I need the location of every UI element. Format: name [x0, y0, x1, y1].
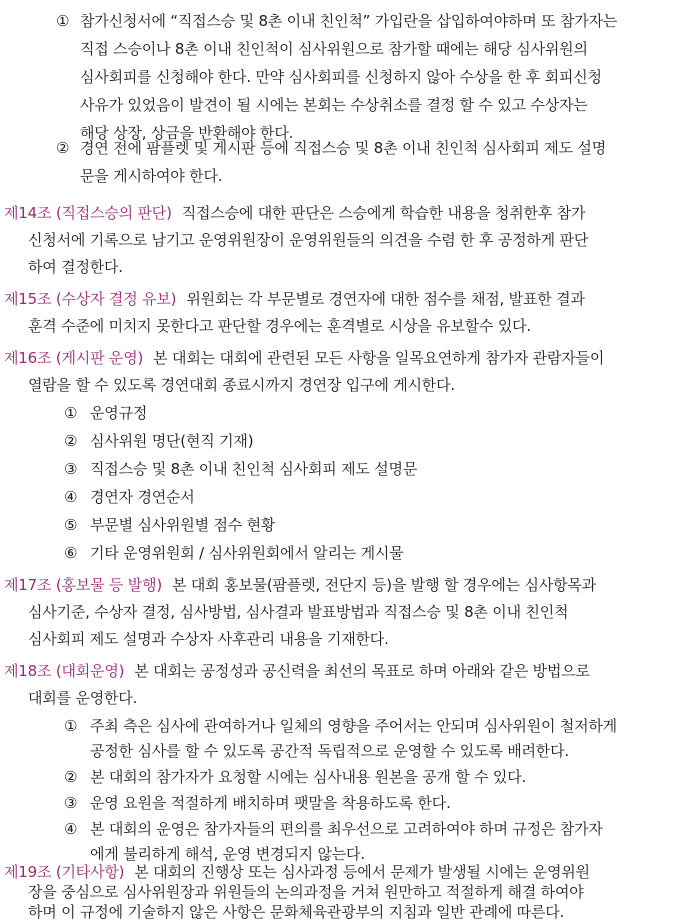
list-item: [64, 716, 617, 736]
article-text: 심사기준, 수상자 결정, 심사방법, 심사결과 발표방법과 직접스승 및 8촌 이내 친인척: [28, 603, 569, 621]
article-text: 열람을 할 수 있도록 경연대회 종료시까지 경연장 입구에 게시한다.: [28, 376, 455, 394]
article-14: [4, 203, 585, 223]
article-text: 대회를 운영한다.: [28, 689, 138, 707]
article-text: 하며 이 규정에 기술하지 않은 사항은 문화체육관광부의 지침과 일반 관례에 따른다.: [28, 903, 565, 921]
list-item: [56, 11, 617, 31]
article-text: 본 대회는 대회에 관련된 모든 사항을 일목요연하게 참가자 관람자들이: [153, 349, 605, 367]
item-text: 경연자 경연순서: [90, 488, 195, 506]
item-text: 해당 상장, 상금을 반환해야 한다.: [80, 124, 294, 142]
article-17: [4, 575, 596, 595]
article-text: 위원회는 각 부문별로 경연자에 대한 점수를 채점, 발표한 결과: [186, 290, 585, 308]
article-title: 제19조 (기타사항): [4, 863, 125, 881]
item-number: ②: [64, 768, 78, 786]
item-text: 에게 불리하게 해석, 운영 변경되지 않는다.: [90, 845, 365, 863]
article-text: 본 대회의 진행상 또는 심사과정 등에서 문제가 발생될 시에는 운영위원: [134, 863, 590, 881]
list-item: [64, 543, 404, 563]
article-text: 본 대회는 공정성과 공신력을 최선의 목표로 하며 아래와 같은 방법으로: [134, 662, 590, 680]
article-text: 장을 중심으로 심사위원장과 위원들의 논의과정을 거쳐 원만하고 적절하게 해결 하여야: [28, 883, 584, 901]
list-item: [64, 767, 526, 787]
item-text: 주최 측은 심사에 관여하거나 일체의 영향을 주어서는 안되며 심사위원이 철저하게: [90, 717, 617, 735]
item-number: ②: [56, 139, 70, 157]
item-text: 부문별 심사위원별 점수 현황: [90, 516, 276, 534]
list-item: [64, 515, 275, 535]
item-text: 문을 게시하여야 한다.: [80, 167, 223, 185]
list-item: [64, 793, 451, 813]
article-19: [4, 862, 590, 882]
item-number: ①: [56, 12, 70, 30]
item-number: ③: [64, 460, 78, 478]
item-text: 기타 운영위원회 / 심사위원회에서 알리는 게시물: [90, 544, 404, 562]
list-item: [64, 459, 417, 479]
article-text: 훈격 수준에 미치지 못한다고 판단할 경우에는 훈격별로 시상을 유보할수 있다.: [28, 317, 531, 335]
list-item: [64, 487, 195, 507]
list-item: [56, 138, 606, 158]
item-number: ②: [64, 432, 78, 450]
item-number: ④: [64, 488, 78, 506]
item-text: 직접스승 및 8촌 이내 친인척 심사회피 제도 설명문: [90, 460, 418, 478]
list-item: [64, 819, 603, 839]
item-text: 경연 전에 팜플렛 및 게시판 등에 직접스승 및 8촌 이내 친인척 심사회피 제도 설명: [80, 139, 607, 157]
item-number: ⑤: [64, 516, 78, 534]
article-15: [4, 289, 585, 309]
article-title: 제18조 (대회운영): [4, 662, 125, 680]
article-text: 신청서에 기록으로 남기고 운영위원장이 운영위원들의 의견을 수렴 한 후 공정하게 판단: [28, 231, 589, 249]
article-title: 제17조 (홍보물 등 발행): [4, 576, 163, 594]
list-item: [64, 403, 147, 423]
item-text: 본 대회의 참가자가 요청할 시에는 심사내용 원본을 공개 할 수 있다.: [90, 768, 527, 786]
article-title: 제16조 (게시판 운영): [4, 349, 144, 367]
item-text: 운영규정: [90, 404, 148, 422]
item-text: 사유가 있었음이 발견이 될 시에는 본회는 수상취소를 결정 할 수 있고 수상자는: [80, 96, 588, 114]
item-text: 심사회피를 신청해야 한다. 만약 심사회피를 신청하지 않아 수상을 한 후 회피신청: [80, 68, 602, 86]
item-number: ③: [64, 794, 78, 812]
item-number: ①: [64, 404, 78, 422]
list-item: [64, 431, 253, 451]
item-text: 운영 요원을 적절하게 배치하며 팻말을 착용하도록 한다.: [90, 794, 451, 812]
article-text: 직접스승에 대한 판단은 스승에게 학습한 내용을 청취한후 참가: [181, 204, 586, 222]
item-text: 본 대회의 운영은 참가자들의 편의를 최우선으로 고려하여야 하며 규정은 참가자: [90, 820, 603, 838]
item-number: ⑥: [64, 544, 78, 562]
article-title: 제14조 (직접스승의 판단): [4, 204, 172, 222]
article-16: [4, 348, 604, 368]
article-18: [4, 661, 590, 681]
article-text: 하여 결정한다.: [28, 258, 123, 276]
item-text: 직접 스승이나 8촌 이내 친인척이 심사위원으로 참가할 때에는 해당 심사위원의: [80, 40, 588, 58]
article-title: 제15조 (수상자 결정 유보): [4, 290, 177, 308]
item-number: ①: [64, 717, 78, 735]
item-text: 심사위원 명단(현직 기재): [90, 432, 254, 450]
item-text: 참가신청서에 “직접스승 및 8촌 이내 친인척” 가입란을 삽입하여야하며 또 참가자는: [80, 12, 618, 30]
item-text: 공정한 심사를 할 수 있도록 공간적 독립적으로 운영할 수 있도록 배려한다.: [90, 742, 569, 760]
article-text: 본 대회 홍보물(팜플렛, 전단지 등)을 발행 할 경우에는 심사항목과: [172, 576, 596, 594]
article-text: 심사회피 제도 설명과 수상자 사후관리 내용을 기재한다.: [28, 630, 389, 648]
item-number: ④: [64, 820, 78, 838]
